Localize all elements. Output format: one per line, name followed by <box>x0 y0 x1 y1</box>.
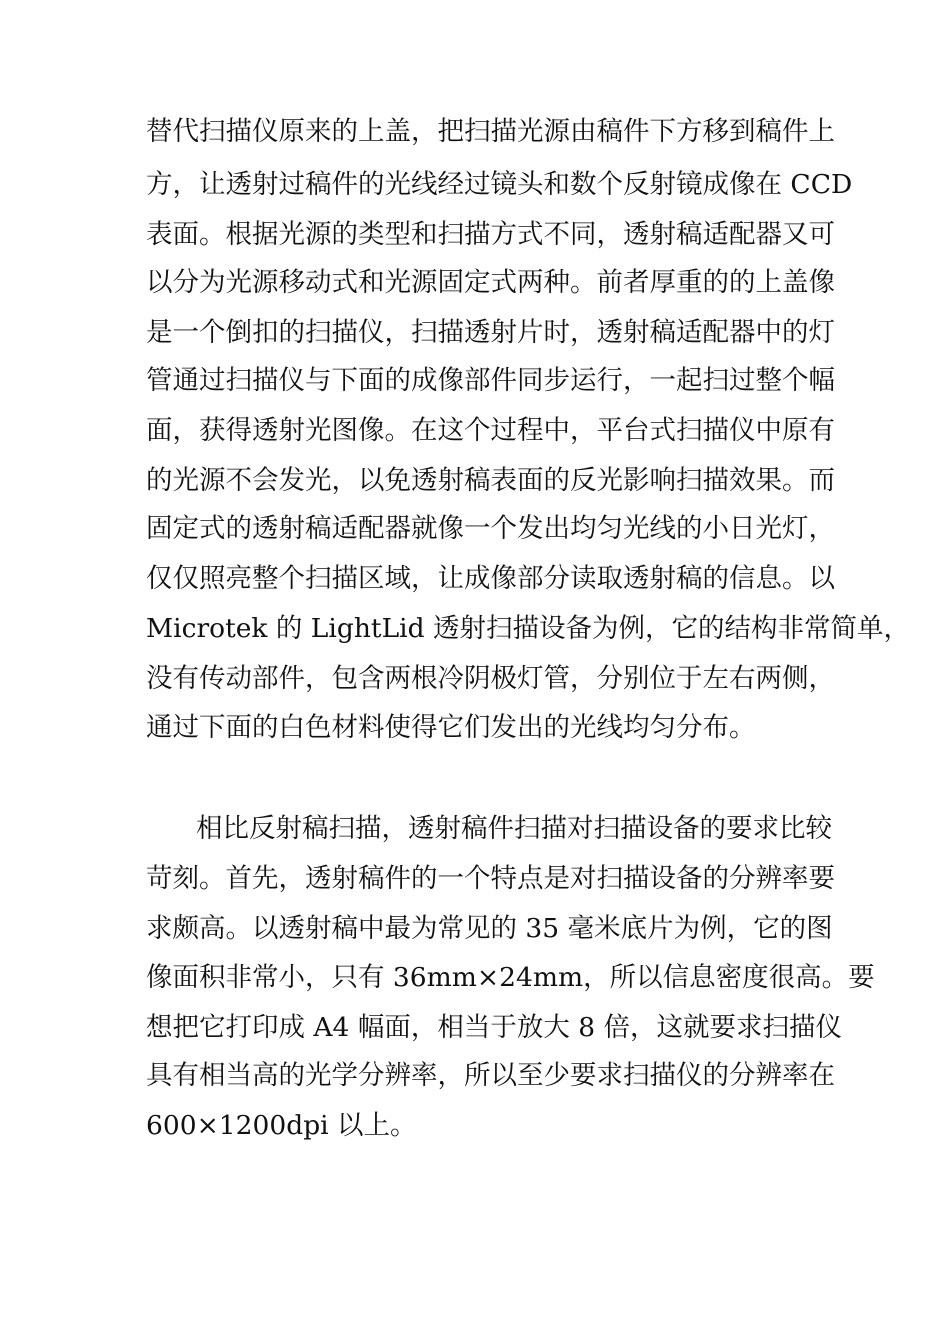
paragraph-1-line-8: 的光源不会发光，以免透射稿表面的反光影响扫描效果。而 <box>146 465 835 496</box>
paragraph-2-line-4: 像面积非常小，只有 36mm×24mm，所以信息密度很高。要 <box>146 962 875 993</box>
paragraph-1-line-2: 方，让透射过稿件的光线经过镜头和数个反射镜成像在 CCD <box>146 169 853 200</box>
paragraph-1-line-5: 是一个倒扣的扫描仪，扫描透射片时，透射稿适配器中的灯 <box>146 317 835 348</box>
paragraph-1-line-10: 仅仅照亮整个扫描区域，让成像部分读取透射稿的信息。以 <box>146 563 835 594</box>
paragraph-2-line-5: 想把它打印成 A4 幅面，相当于放大 8 倍，这就要求扫描仪 <box>146 1012 843 1043</box>
paragraph-1-line-12: 没有传动部件，包含两根冷阴极灯管，分别位于左右两侧， <box>146 663 835 694</box>
paragraph-1-line-3: 表面。根据光源的类型和扫描方式不同，透射稿适配器又可 <box>146 219 835 250</box>
paragraph-2-line-3: 求颇高。以透射稿中最为常见的 35 毫米底片为例，它的图 <box>146 913 833 944</box>
paragraph-1-line-7: 面，获得透射光图像。在这个过程中，平台式扫描仪中原有 <box>146 415 835 446</box>
paragraph-2-line-1: 相比反射稿扫描，透射稿件扫描对扫描设备的要求比较 <box>196 813 832 844</box>
paragraph-1-line-13: 通过下面的白色材料使得它们发出的光线均匀分布。 <box>146 712 756 743</box>
paragraph-1-line-4: 以分为光源移动式和光源固定式两种。前者厚重的的上盖像 <box>146 267 835 298</box>
paragraph-2-line-7: 600×1200dpi 以上。 <box>146 1110 417 1141</box>
paragraph-1-line-1: 替代扫描仪原来的上盖，把扫描光源由稿件下方移到稿件上 <box>146 116 835 147</box>
paragraph-1-line-11: Microtek 的 LightLid 透射扫描设备为例，它的结构非常简单， <box>146 613 911 644</box>
paragraph-2-line-6: 具有相当高的光学分辨率，所以至少要求扫描仪的分辨率在 <box>146 1060 835 1091</box>
paragraph-2-line-2: 苛刻。首先，透射稿件的一个特点是对扫描设备的分辨率要 <box>146 863 835 894</box>
paragraph-1-line-9: 固定式的透射稿适配器就像一个发出均匀光线的小日光灯， <box>146 513 835 544</box>
paragraph-1-line-6: 管通过扫描仪与下面的成像部件同步运行，一起扫过整个幅 <box>146 365 835 396</box>
